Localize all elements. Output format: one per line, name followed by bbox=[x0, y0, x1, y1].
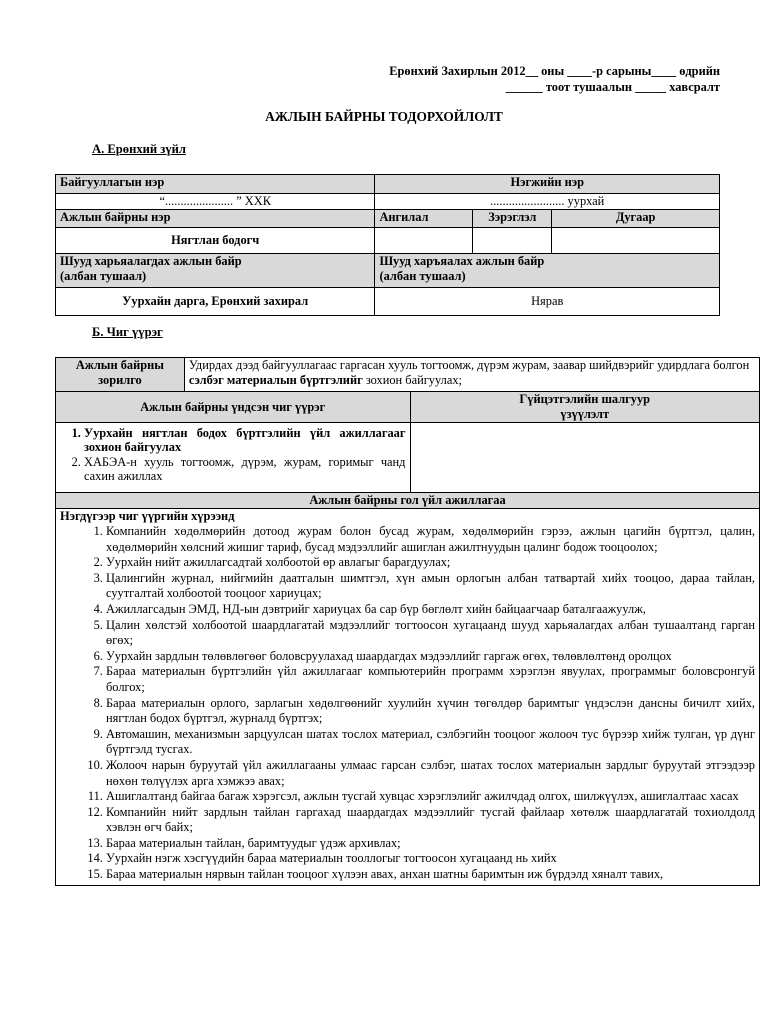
header-line-1: Ерөнхий Захирлын 2012__ оны ____-р сарыны____ өдрийн bbox=[389, 64, 720, 78]
section-a-heading: А. Ерөнхий зүйл bbox=[92, 142, 186, 156]
activity-item: 7. Бараа материалын бүртгэлийн үйл ажиллагааг компьютерийн программ хэрэглэн явуулах, программыг боловсронгуй болгох; bbox=[106, 664, 755, 695]
rank-label: Зэрэглэл bbox=[473, 210, 552, 228]
activity-item: 2. Уурхайн нийт ажиллагсадтай холбоотой өр авлагыг барагдуулах; bbox=[106, 555, 755, 571]
unit-name-label: Нэгжийн нэр bbox=[375, 175, 720, 194]
job-goal-label: Ажлын байрны зорилго bbox=[56, 358, 185, 392]
activity-item: 5. Цалин хөлстэй холбоотой шаардлагатай мэдээллийг тогтоосон хугацаанд шууд харьяалагдах албан тушаалтанд гарган өгөх; bbox=[106, 618, 755, 649]
first-duty-subheading: Нэгдүгээр чиг үүргийн хүрээнд bbox=[60, 509, 235, 523]
activity-item: 13. Бараа материалын тайлан, баримтуудыг үдэж архивлах; bbox=[106, 836, 755, 852]
activity-item: 11. Ашиглалтанд байгаа багаж хэрэгсэл, ажлын тусгай хувцас хэрэглэлийг ажилчдад олгох, шилжүүлэх, ашиглалтаас хасах bbox=[106, 789, 755, 805]
superior-position-value: Уурхайн дарга, Ерөнхий захирал bbox=[56, 288, 375, 316]
activity-item: 3. Цалингийн журнал, нийгмийн даатгалын шимтгэл, хүн амын орлогын албан татвартай хийх тооцоо, дараа тайлан, суутгалтай холбоотой тооцоог хариуцах; bbox=[106, 571, 755, 602]
category-label: Ангилал bbox=[375, 210, 473, 228]
activity-item: 4. Ажиллагсадын ЭМД, НД-ын дэвтрийг хариуцах ба сар бүр бөглөлт хийн байцаагчаар баталгаажуулж, bbox=[106, 602, 755, 618]
header-line-2: ______ тоот тушаалын _____ хавсралт bbox=[505, 80, 720, 94]
page-title: АЖЛЫН БАЙРНЫ ТОДОРХОЙЛОЛТ bbox=[265, 109, 503, 124]
key-activities-header: Ажлын байрны гол үйл ажиллагаа bbox=[56, 493, 760, 509]
performance-criteria-cell bbox=[410, 423, 760, 493]
activity-item: 6. Уурхайн зардлын төлөвлөгөөг боловсруулахад шаардагдах мэдээллийг гаргаж өгөх, төлөвлөлтөнд оролцох bbox=[106, 649, 755, 665]
activity-item: 8. Бараа материалын орлого, зарлагын хөдөлгөөнийг хуулийн хүчин төгөлдөр баримтыг үндэслэн дансны бичилт хийх, нягтлан бодох бүртгэл, журналд бүртгэх; bbox=[106, 696, 755, 727]
document-header bbox=[389, 63, 720, 95]
key-activities-list bbox=[60, 524, 755, 883]
job-name-label: Ажлын байрны нэр bbox=[56, 210, 375, 228]
job-name-value: Нягтлан бодогч bbox=[56, 228, 375, 254]
main-duty-item: 2. ХАБЭА-н хууль тогтоомж, дүрэм, журам, горимыг чанд сахин ажиллах bbox=[84, 455, 406, 484]
performance-criteria-header: Гүйцэтгэлийн шалгуур үзүүлэлт bbox=[410, 392, 760, 423]
superior-position-label: Шууд харьяалагдах ажлын байр (албан тушаал) bbox=[56, 254, 375, 288]
subordinate-position-label: Шууд харъяалах ажлын байр (албан тушаал) bbox=[375, 254, 720, 288]
main-duty-item: 1. Уурхайн нягтлан бодох бүртгэлийн үйл ажиллагааг зохион байгуулах bbox=[84, 426, 406, 455]
org-name-label: Байгууллагын нэр bbox=[56, 175, 375, 194]
activity-item: 14. Уурхайн нэгж хэсгүүдийн бараа материалын тооллогыг тогтоосон хугацаанд нь хийх bbox=[106, 851, 755, 867]
category-value bbox=[375, 228, 473, 254]
key-activities-cell bbox=[56, 509, 760, 886]
rank-value bbox=[473, 228, 552, 254]
unit-name-value: ........................ уурхай bbox=[375, 194, 720, 210]
activity-item: 1. Компанийн хөдөлмөрийн дотоод журам болон бусад журам, хөдөлмөрийн гэрээ, ажлын цагийн бүртгэл, цалин, хөдөлмөрийн хөлсний жишиг тариф, бусад мэдээллийг ашиглан ажилтнуудын цалинг бодож тооцоолох; bbox=[106, 524, 755, 555]
general-info-table bbox=[55, 174, 720, 316]
main-duty-list bbox=[60, 426, 406, 484]
main-duty-header: Ажлын байрны үндсэн чиг үүрэг bbox=[56, 392, 411, 423]
number-label: Дугаар bbox=[552, 210, 720, 228]
job-goal-text: Удирдах дээд байгууллагаас гаргасан хууль тогтоомж, дүрэм журам, заавар шийдвэрийг удирдлага болгон сэлбэг материалын бүртгэлийг зохион байгуулах; bbox=[184, 358, 759, 392]
org-name-value: “...................... ” ХХК bbox=[56, 194, 375, 210]
subordinate-position-value: Нярав bbox=[375, 288, 720, 316]
duties-table bbox=[55, 357, 760, 886]
number-value bbox=[552, 228, 720, 254]
activity-item: 12. Компанийн нийт зардлын тайлан гаргахад шаардагдах мэдээллийг тусгай файлаар хөтөлж шаардлагатай тохиолдолд хэвлэн өгч байх; bbox=[106, 805, 755, 836]
activity-item: 9. Автомашин, механизмын зарцуулсан шатах тослох материал, сэлбэгийн тооцоог жолооч тус бүрээр хийж тулган, үр дүнг бүртгэлд тусгах. bbox=[106, 727, 755, 758]
activity-item: 10. Жолооч нарын буруутай үйл ажиллагааны улмаас гарсан сэлбэг, шатах тослох материалын зардлыг буруутай этгээдээр нөхөн төлүүлэх арга хэмжээ авах; bbox=[106, 758, 755, 789]
section-b-heading: Б. Чиг үүрэг bbox=[92, 325, 163, 339]
main-duty-list-cell bbox=[56, 423, 411, 493]
activity-item: 15. Бараа материалын нярвын тайлан тооцоог хүлээн авах, анхан шатны баримтын иж бүрдэлд хяналт тавих, bbox=[106, 867, 755, 883]
